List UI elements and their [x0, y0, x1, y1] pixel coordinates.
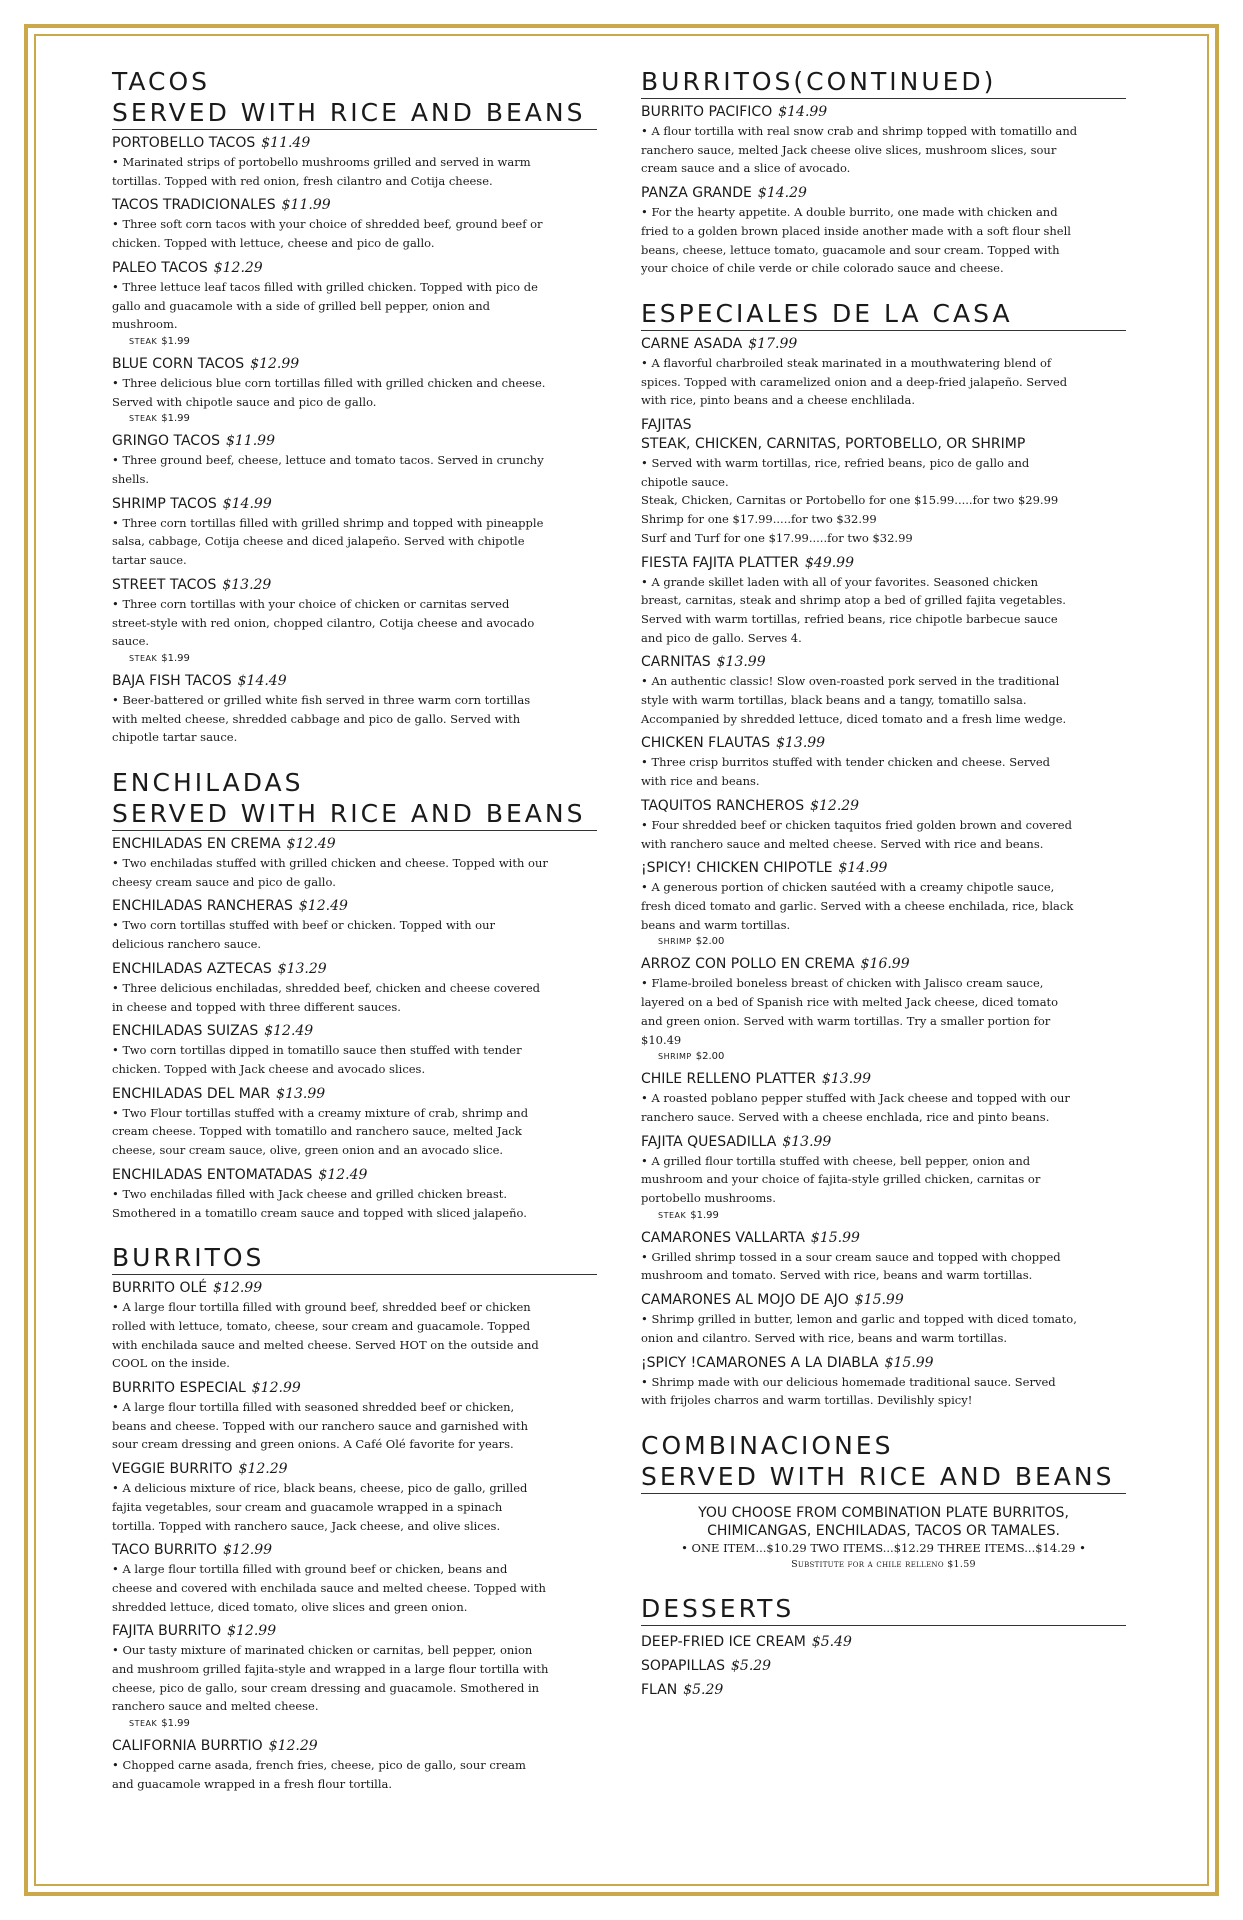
item-name: BURRITO OLÉ [112, 1280, 208, 1297]
menu-item-fajitas [641, 416, 1126, 548]
item-name: CARNE ASADA [641, 335, 743, 352]
item-price: $12.99 [227, 1623, 277, 1640]
right-column [641, 66, 1126, 1722]
combinaciones-details [641, 1498, 1126, 1573]
item-heading [641, 1291, 1126, 1310]
addon-label: STEAK [129, 414, 158, 424]
combo-prices: • ONE ITEM...$10.29 TWO ITEMS...$12.29 THREE ITEMS...$14.29 • [681, 1540, 1086, 1555]
item-name: BAJA FISH TACOS [112, 672, 232, 689]
addon-label: SHRIMP [658, 1052, 692, 1062]
menu-item [641, 955, 1126, 1064]
item-heading [641, 554, 1126, 573]
menu-item [112, 576, 597, 666]
section-title-line: ESPECIALES DE LA CASA [641, 298, 1013, 328]
item-name: ENCHILADAS EN CREMA [112, 836, 281, 853]
item-price: $11.99 [281, 197, 331, 214]
item-price: $15.99 [884, 1354, 934, 1371]
item-name: ENCHILADAS RANCHERAS [112, 898, 293, 915]
dessert-list [641, 1630, 1126, 1702]
section-title-line: SERVED WITH RICE AND BEANS [112, 98, 586, 127]
item-price: $5.49 [811, 1633, 852, 1650]
addon-price: $2.00 [695, 936, 725, 948]
item-description: • Two corn tortillas dipped in tomatillo sauce then stuffed with tender chicken. Topped with Jack cheese and avocado slices. [112, 1043, 522, 1076]
item-name: ¡SPICY! CHICKEN CHIPOTLE [641, 860, 833, 877]
section-title-line: BURRITOS(CONTINUED) [641, 67, 997, 96]
menu-item [112, 495, 597, 570]
item-heading [641, 184, 1126, 203]
menu-item [112, 1166, 597, 1222]
dessert-item [641, 1678, 1126, 1702]
item-description: • Two Flour tortillas stuffed with a creamy mixture of crab, shrimp and cream cheese. Topped with tomatillo and ranchero sauce, melted Jack cheese, sour cream sauce, olive, green onion and an avocado slice. [112, 1105, 529, 1158]
item-description: • A flour tortilla with real snow crab and shrimp topped with tomatillo and ranchero sauce, melted Jack cheese olive slices, mushroom slices, sour cream sauce and a slice of avocado. [641, 124, 1078, 176]
item-price: $14.99 [222, 495, 272, 512]
item-price: $12.29 [268, 1738, 318, 1755]
addon-price: $1.99 [161, 652, 190, 664]
item-heading [112, 960, 597, 979]
item-price: $17.99 [748, 335, 798, 352]
item-description: • Three corn tortillas filled with grilled shrimp and topped with pineapple salsa, cabbage, Cotija cheese and diced jalapeño. Served with chipotle tartar sauce. [112, 515, 544, 568]
item-price: $13.99 [276, 1085, 326, 1102]
menu-item [112, 355, 597, 426]
section-title-line: SERVED WITH RICE AND BEANS [641, 1461, 1115, 1491]
item-description: • Three crisp burritos stuffed with tender chicken and cheese. Served with rice and beans. [641, 755, 1051, 789]
addon-price: $1.99 [690, 1209, 719, 1221]
menu-item [641, 103, 1126, 178]
menu-item [112, 1379, 597, 1454]
addon-label: SHRIMP [658, 937, 692, 947]
dessert-item [641, 1630, 1126, 1654]
item-description: • A flavorful charbroiled steak marinated in a mouthwatering blend of spices. Topped with caramelized onion and a deep-fried jalapeño. Served with rice, pinto beans and a cheese enchlilada. [641, 355, 1068, 408]
item-description: • Three ground beef, cheese, lettuce and tomato tacos. Served in crunchy shells. [112, 453, 544, 487]
item-price: $12.49 [264, 1023, 314, 1040]
item-price: $13.99 [776, 735, 826, 752]
item-description: • A large flour tortilla filled with ground beef, shredded beef or chicken rolled with lettuce, tomato, cheese, sour cream and guacamole. Topped with enchilada sauce and melted cheese. Served HOT on the outside and COOL on the inside. [112, 1300, 539, 1371]
especiales-section [641, 298, 1126, 1410]
burritos-section [112, 1242, 597, 1793]
item-price: $12.99 [250, 355, 300, 372]
section-title [641, 1430, 1126, 1494]
item-name: CALIFORNIA BURRTIO [112, 1738, 263, 1755]
item-heading [112, 1460, 597, 1479]
item-price: $13.29 [277, 960, 327, 977]
item-heading [112, 495, 597, 514]
item-price: $12.29 [238, 1461, 288, 1478]
combo-line: CHIMICANGAS, ENCHILADAS, TACOS OR TAMALES. [707, 1522, 1060, 1539]
item-price: $12.49 [318, 1166, 368, 1183]
menu-item [112, 432, 597, 488]
item-description: • An authentic classic! Slow oven-roasted pork served in the traditional style with warm tortillas, black beans and a tangy, tomatillo salsa. Accompanied by shredded lettuce, diced tomato and a fresh lime wedge. [641, 674, 1067, 726]
menu-item [112, 1279, 597, 1373]
addon-price: $1.99 [161, 335, 190, 347]
item-description: • Two enchiladas stuffed with grilled chicken and cheese. Topped with our cheesy cream sauce and pico de gallo. [112, 856, 548, 889]
item-addon [641, 1049, 1126, 1064]
item-price: $12.29 [213, 259, 263, 276]
item-heading [112, 1085, 597, 1104]
item-description: • Three soft corn tacos with your choice of shredded beef, ground beef or chicken. Topped with lettuce, cheese and pico de gallo. [112, 217, 543, 251]
item-description: • Four shredded beef or chicken taquitos fried golden brown and covered with ranchero sauce and melted cheese. Served with rice and beans. [641, 817, 1072, 851]
item-name: ARROZ CON POLLO EN CREMA [641, 956, 855, 973]
dessert-item [641, 1654, 1126, 1678]
item-name: TACOS TRADICIONALES [112, 197, 276, 214]
menu-item [112, 835, 597, 891]
item-name: CARNITAS [641, 654, 711, 671]
item-heading [112, 259, 597, 278]
section-title-line: TACOS [112, 67, 210, 96]
section-title-line: DESSERTS [641, 1593, 795, 1623]
item-name: VEGGIE BURRITO [112, 1461, 233, 1478]
item-price: $12.29 [810, 797, 860, 814]
desserts-section [641, 1593, 1126, 1702]
menu-item [112, 672, 597, 747]
menu-item [112, 1541, 597, 1616]
item-addon [112, 411, 597, 426]
item-description: • Two corn tortillas stuffed with beef or chicken. Topped with our delicious ranchero sauce. [112, 918, 495, 952]
section-title [641, 1593, 1126, 1626]
item-subname: STEAK, CHICKEN, CARNITAS, PORTOBELLO, OR SHRIMP [641, 436, 1026, 453]
item-name: CHILE RELLENO PLATTER [641, 1071, 816, 1088]
item-price: $15.99 [810, 1229, 860, 1246]
item-addon [112, 334, 597, 349]
item-name: CAMARONES VALLARTA [641, 1229, 805, 1246]
section-title [641, 66, 1126, 99]
item-name: FAJITA BURRITO [112, 1623, 222, 1640]
item-description: • A delicious mixture of rice, black beans, cheese, pico de gallo, grilled fajita vegetables, sour cream and guacamole wrapped in a spinach tortilla. Topped with ranchero sauce, Jack cheese, and olive slices. [112, 1481, 528, 1533]
item-heading [641, 1229, 1126, 1248]
item-addon [112, 1716, 597, 1731]
menu-item [641, 734, 1126, 790]
item-heading [641, 1133, 1126, 1152]
item-description: • For the hearty appetite. A double burrito, one made with chicken and fried to a golden brown placed inside another made with a soft flour shell beans, cheese, lettuce tomato, guacamole and sour cream. Topped with your choice of chile verde or chile colorado sauce and cheese. [641, 205, 1071, 276]
item-heading [112, 1166, 597, 1185]
item-heading [112, 835, 597, 854]
menu-item [641, 184, 1126, 278]
item-price: $5.29 [731, 1657, 772, 1674]
item-price: $12.49 [298, 898, 348, 915]
item-description: • Flame-broiled boneless breast of chicken with Jalisco cream sauce, layered on a bed of Spanish rice with melted Jack cheese, diced tomato and green onion. Served with warm tortillas. Try a smaller portion for $10.49 [641, 976, 1059, 1047]
item-price: $15.99 [854, 1292, 904, 1309]
item-price: $11.99 [225, 433, 275, 450]
item-name: ENCHILADAS DEL MAR [112, 1085, 271, 1102]
fajita-price-line: Shrimp for one $17.99.....for two $32.99 [641, 512, 877, 527]
addon-label: STEAK [129, 653, 158, 663]
item-description: • A grilled flour tortilla stuffed with cheese, bell pepper, onion and mushroom and your choice of fajita-style grilled chicken, carnitas or portobello mushrooms. [641, 1153, 1041, 1206]
item-description: • A generous portion of chicken sautéed with a creamy chipotle sauce, fresh diced tomato and garlic. Served with a cheese enchilada, rice, black beans and warm tortillas. [641, 880, 1074, 932]
item-description: • Two enchiladas filled with Jack cheese and grilled chicken breast. Smothered in a tomatillo cream sauce and topped with sliced jalapeño. [112, 1186, 527, 1220]
item-heading [641, 1354, 1126, 1373]
item-description: • Chopped carne asada, french fries, cheese, pico de gallo, sour cream and guacamole wrapped in a fresh flour tortilla. [112, 1758, 526, 1791]
menu-item [641, 859, 1126, 949]
item-heading [112, 1622, 597, 1641]
item-description: • Marinated strips of portobello mushrooms grilled and served in warm tortillas. Topped with red onion, fresh cilantro and Cotija cheese. [112, 155, 531, 188]
item-price: $5.29 [683, 1681, 724, 1698]
item-description: • Served with warm tortillas, rice, refried beans, pico de gallo and chipotle sauce. [641, 456, 1030, 489]
menu-item [112, 134, 597, 190]
menu-item [641, 797, 1126, 853]
menu-item [112, 1737, 597, 1793]
item-heading [112, 1022, 597, 1041]
item-name: BURRITO PACIFICO [641, 104, 773, 120]
item-heading [641, 103, 1126, 122]
item-description: • A roasted poblano pepper stuffed with Jack cheese and topped with our ranchero sauce. Served with a cheese enchlada, rice and pinto beans. [641, 1091, 1070, 1124]
section-title [112, 66, 597, 130]
menu-item [112, 1622, 597, 1731]
fajita-price-line: Surf and Turf for one $17.99.....for two $32.99 [641, 530, 913, 545]
item-name: PANZA GRANDE [641, 185, 752, 202]
section-title [112, 1242, 597, 1275]
addon-price: $2.00 [695, 1051, 725, 1063]
item-name: BURRITO ESPECIAL [112, 1380, 246, 1397]
menu-item [112, 1460, 597, 1535]
item-name: FAJITAS [641, 417, 692, 434]
item-heading [112, 355, 597, 374]
item-heading [641, 797, 1126, 816]
item-description: • A large flour tortilla filled with ground beef or chicken, beans and cheese and covered with enchilada sauce and melted cheese. Topped with shredded lettuce, diced tomato, olive slices and green onion. [112, 1562, 546, 1614]
item-heading [112, 672, 597, 691]
addon-label: STEAK [129, 336, 158, 346]
item-name: SOPAPILLAS [641, 1657, 725, 1674]
item-name: PALEO TACOS [112, 259, 208, 276]
item-name: FLAN [641, 1681, 678, 1698]
section-title-line: SERVED WITH RICE AND BEANS [112, 799, 586, 829]
addon-label: STEAK [129, 1719, 158, 1729]
item-name: PORTOBELLO TACOS [112, 135, 256, 151]
item-addon [112, 651, 597, 666]
item-price: $16.99 [860, 956, 910, 973]
item-price: $13.99 [716, 654, 766, 671]
item-addon [641, 1208, 1126, 1223]
enchiladas-section [112, 767, 597, 1222]
combo-substitute: Substitute for a chile relleno $1.59 [791, 1558, 976, 1570]
item-description: • Shrimp made with our delicious homemade traditional sauce. Served with frijoles charros and warm tortillas. Devilishly spicy! [641, 1374, 1056, 1408]
item-name: ¡SPICY !CAMARONES A LA DIABLA [641, 1354, 879, 1371]
item-price: $49.99 [805, 554, 854, 571]
section-title [641, 298, 1126, 331]
item-heading [112, 1279, 597, 1298]
combinaciones-section [641, 1430, 1126, 1573]
menu-item [112, 259, 597, 349]
item-price: $11.49 [261, 135, 311, 151]
item-name: TAQUITOS RANCHEROS [641, 797, 805, 814]
item-heading [112, 1379, 597, 1398]
item-heading [112, 432, 597, 451]
item-price: $13.99 [782, 1133, 832, 1150]
item-description: • Three delicious blue corn tortillas filled with grilled chicken and cheese. Served with chipotle sauce and pico de gallo. [112, 375, 546, 409]
menu-item [112, 960, 597, 1016]
item-name: FIESTA FAJITA PLATTER [641, 554, 799, 571]
menu-item [641, 1229, 1126, 1285]
item-description: • Three lettuce leaf tacos filled with grilled chicken. Topped with pico de gallo and guacamole with a side of grilled bell pepper, onion and mushroom. [112, 279, 538, 332]
item-price: $14.99 [778, 104, 828, 120]
menu-item [641, 1133, 1126, 1223]
item-price: $12.99 [213, 1280, 263, 1297]
burritos-continued-section [641, 66, 1126, 278]
menu-item [641, 1291, 1126, 1347]
especiales-items [641, 554, 1126, 1410]
item-heading [112, 576, 597, 595]
item-heading [641, 1070, 1126, 1089]
item-name: ENCHILADAS SUIZAS [112, 1023, 259, 1040]
menu-item [641, 1070, 1126, 1126]
item-name: ENCHILADAS ENTOMATADAS [112, 1166, 313, 1183]
menu-item [641, 554, 1126, 648]
section-title [112, 767, 597, 831]
menu-item [641, 335, 1126, 410]
item-name: CAMARONES AL MOJO DE AJO [641, 1292, 849, 1309]
item-name: SHRIMP TACOS [112, 495, 217, 512]
item-name: GRINGO TACOS [112, 433, 220, 450]
menu-item [112, 897, 597, 953]
item-price: $12.99 [223, 1542, 273, 1559]
item-name: CHICKEN FLAUTAS [641, 735, 771, 752]
item-name: FAJITA QUESADILLA [641, 1133, 777, 1150]
left-column [112, 66, 597, 1814]
item-description: • Beer-battered or grilled white fish served in three warm corn tortillas with melted cheese, shredded cabbage and pico de gallo. Served with chipotle tartar sauce. [112, 692, 531, 745]
item-name: BLUE CORN TACOS [112, 355, 245, 372]
item-heading [112, 134, 597, 153]
item-price: $12.99 [251, 1380, 301, 1397]
item-heading [641, 955, 1126, 974]
section-title-line: ENCHILADAS [112, 768, 304, 798]
menu-item [641, 653, 1126, 728]
menu-item [112, 196, 597, 252]
item-price: $13.99 [821, 1071, 871, 1088]
item-description: • A grande skillet laden with all of your favorites. Seasoned chicken breast, carnitas, steak and shrimp atop a bed of grilled fajita vegetables. Served with warm tortillas, refried beans, rice chipotle barbecue sauce and pico de gallo. Serves 4. [641, 574, 1066, 645]
item-name: DEEP-FRIED ICE CREAM [641, 1633, 806, 1650]
item-price: $14.49 [237, 672, 287, 689]
item-heading [641, 859, 1126, 878]
item-description: • A large flour tortilla filled with seasoned shredded beef or chicken, beans and cheese. Topped with our ranchero sauce and garnished with sour cream dressing and green onions. A Café Olé favorite for years. [112, 1400, 528, 1452]
item-description: • Grilled shrimp tossed in a sour cream sauce and topped with chopped mushroom and tomato. Served with rice, beans and warm tortillas. [641, 1249, 1061, 1283]
item-name: STREET TACOS [112, 576, 217, 593]
item-price: $12.49 [286, 836, 336, 853]
menu-item [112, 1022, 597, 1078]
addon-price: $1.99 [161, 413, 190, 425]
item-price: $14.29 [757, 185, 807, 202]
item-description: • Our tasty mixture of marinated chicken or carnitas, bell pepper, onion and mushroom grilled fajita-style and wrapped in a large flour tortilla with cheese, pico de gallo, sour cream dressing and guacamole. Smothered in ranchero sauce and melted cheese. [112, 1643, 549, 1714]
combo-line: YOU CHOOSE FROM COMBINATION PLATE BURRITOS, [698, 1504, 1069, 1521]
section-title-line: BURRITOS [112, 1243, 265, 1273]
item-addon [641, 934, 1126, 949]
addon-price: $1.99 [161, 1718, 190, 1730]
item-heading [112, 196, 597, 215]
item-name: ENCHILADAS AZTECAS [112, 960, 272, 977]
addon-label: STEAK [658, 1210, 687, 1220]
item-description: • Three delicious enchiladas, shredded beef, chicken and cheese covered in cheese and topped with three different sauces. [112, 980, 541, 1014]
item-heading [112, 1737, 597, 1756]
item-heading [112, 897, 597, 916]
item-price: $14.99 [838, 860, 888, 877]
fajita-price-line: Steak, Chicken, Carnitas or Portobello for one $15.99.....for two $29.99 [641, 493, 1059, 508]
menu-item [112, 1085, 597, 1160]
item-heading [641, 734, 1126, 753]
tacos-section [112, 66, 597, 747]
item-heading [641, 653, 1126, 672]
section-title-line: COMBINACIONES [641, 1430, 894, 1460]
item-name: TACO BURRITO [112, 1542, 218, 1559]
item-heading [112, 1541, 597, 1560]
item-description: • Shrimp grilled in butter, lemon and garlic and topped with diced tomato, onion and cilantro. Served with rice, beans and warm tortillas. [641, 1312, 1077, 1345]
item-price: $13.29 [222, 576, 272, 593]
menu-item [641, 1354, 1126, 1410]
item-description: • Three corn tortillas with your choice of chicken or carnitas served street-style with red onion, chopped cilantro, Cotija cheese and avocado sauce. [112, 596, 535, 649]
